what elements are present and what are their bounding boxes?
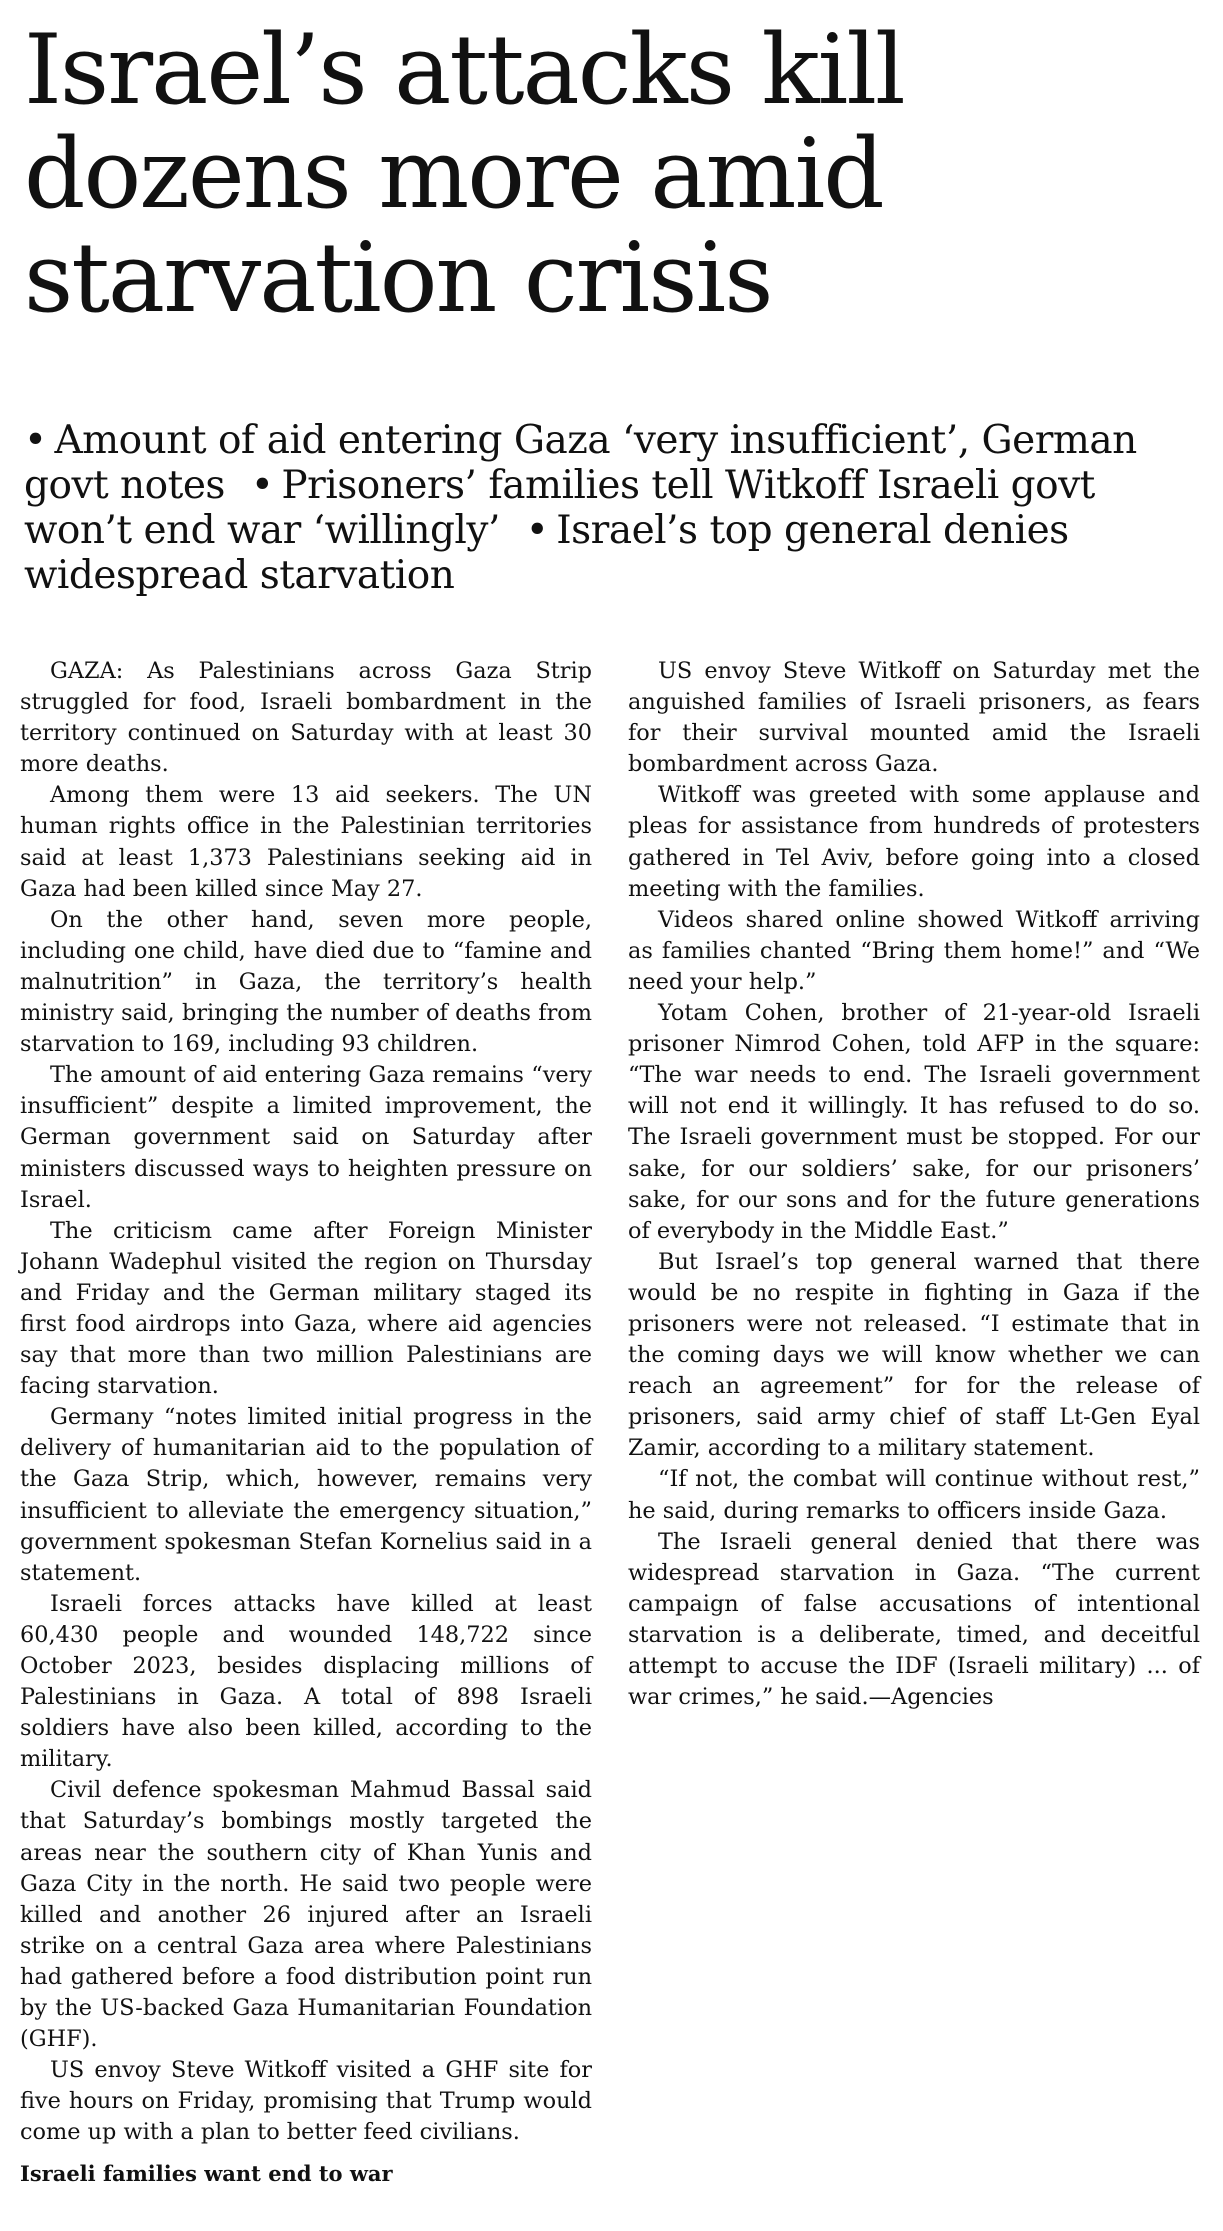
deck-item: • Prisoners’ families tell Witkoff Israeli govt won’t end war ‘willingly’	[24, 463, 1095, 553]
body-paragraph: Yotam Cohen, brother of 21-year-old Israeli prisoner Nimrod Cohen, told AFP in the square: “The war needs to end. The Israeli government will not end it willingly. It has refused to do so. The Israeli government must be stopped. For our sake, for our soldiers’ sake, for our prisoners’ sake, for our sons and for the future generations of everybody in the Middle East.”	[628, 1000, 1200, 1244]
body-paragraph: US envoy Steve Witkoff on Saturday met the anguished families of Israeli prisoners, as fears for their survival mounted amid the Israeli bombardment across Gaza.	[628, 658, 1200, 778]
body-paragraph: Germany “notes limited initial progress in the delivery of humanitarian aid to the population of the Gaza Strip, which, however, remains very insufficient to alleviate the emergency situation,” government spokesman Stefan Kornelius said in a statement.	[20, 1404, 592, 1586]
body-paragraph: GAZA: As Palestinians across Gaza Strip struggled for food, Israeli bombardment in the territory continued on Saturday with at least 30 more deaths.	[20, 658, 592, 778]
body-paragraph: US envoy Steve Witkoff visited a GHF site for five hours on Friday, promising that Trump would come up with a plan to better feed civilians.	[20, 2057, 592, 2146]
body-paragraph: Israeli forces attacks have killed at least 60,430 people and wounded 148,722 since October 2023, besides displacing millions of Palestinians in Gaza. A total of 898 Israeli soldiers have also been killed, according to the military.	[20, 1590, 592, 1773]
subheading: Israeli families want end to war	[20, 2160, 393, 2186]
article-body	[20, 656, 1200, 2216]
bullet-icon: •	[24, 418, 47, 463]
body-paragraph: But Israel’s top general warned that there would be no respite in fighting in Gaza if the prisoners were not released. “I estimate that in the coming days we will know whether we can reach an agreement” for for the release of prisoners, said army chief of staff Lt-Gen Eyal Zamir, according to a military statement.	[628, 1248, 1200, 1462]
body-paragraph: On the other hand, seven more people, including one child, have died due to “famine and malnutrition” in Gaza, the territory’s health ministry said, bringing the number of deaths from starvation to 169, including 93 children.	[20, 906, 592, 1058]
body-paragraph: The criticism came after Foreign Minister Johann Wadephul visited the region on Thursday and Friday and the German military staged its first food airdrops into Gaza, where aid agencies say that more than two million Palestinians are facing starvation.	[20, 1217, 592, 1400]
deck-item: • Amount of aid entering Gaza ‘very insufficient’, German govt notes	[24, 418, 1137, 508]
body-paragraph: The Israeli general denied that there was widespread starvation in Gaza. “The current campaign of false accusations of intentional starvation is a deliberate, timed, and deceitful attempt to accuse the IDF (Israeli military) ... of war crimes,” he said.—Agencies	[628, 1528, 1200, 1711]
body-paragraph: “If not, the combat will continue without rest,” he said, during remarks to officers inside Gaza.	[628, 1466, 1200, 1524]
deck	[24, 418, 1204, 598]
body-paragraph: The amount of aid entering Gaza remains “very insufficient” despite a limited improvement, the German government said on Saturday after ministers discussed ways to heighten pressure on Israel.	[20, 1062, 592, 1213]
body-paragraph: Witkoff was greeted with some applause and pleas for assistance from hundreds of protesters gathered in Tel Aviv, before going into a closed meeting with the families.	[628, 782, 1200, 902]
body-paragraph: Videos shared online showed Witkoff arriving as families chanted “Bring them home!” and “We need your help.”	[628, 906, 1200, 995]
bullet-icon: •	[525, 508, 549, 553]
body-paragraph: Civil defence spokesman Mahmud Bassal said that Saturday’s bombings mostly targeted the areas near the southern city of Khan Yunis and Gaza City in the north. He said two people were killed and another 26 injured after an Israeli strike on a central Gaza area where Palestinians had gathered before a food distribution point run by the US-backed Gaza Humanitarian Foundation (GHF).	[20, 1777, 592, 2053]
body-paragraph: Among them were 13 aid seekers. The UN human rights office in the Palestinian territories said at least 1,373 Palestinians seeking aid in Gaza had been killed since May 27.	[20, 782, 592, 902]
bullet-icon: •	[250, 463, 274, 508]
headline: Israel’s attacks kill dozens more amid starvation crisis	[24, 14, 904, 334]
deck-item: • Israel’s top general denies widespread starvation	[24, 508, 1069, 598]
